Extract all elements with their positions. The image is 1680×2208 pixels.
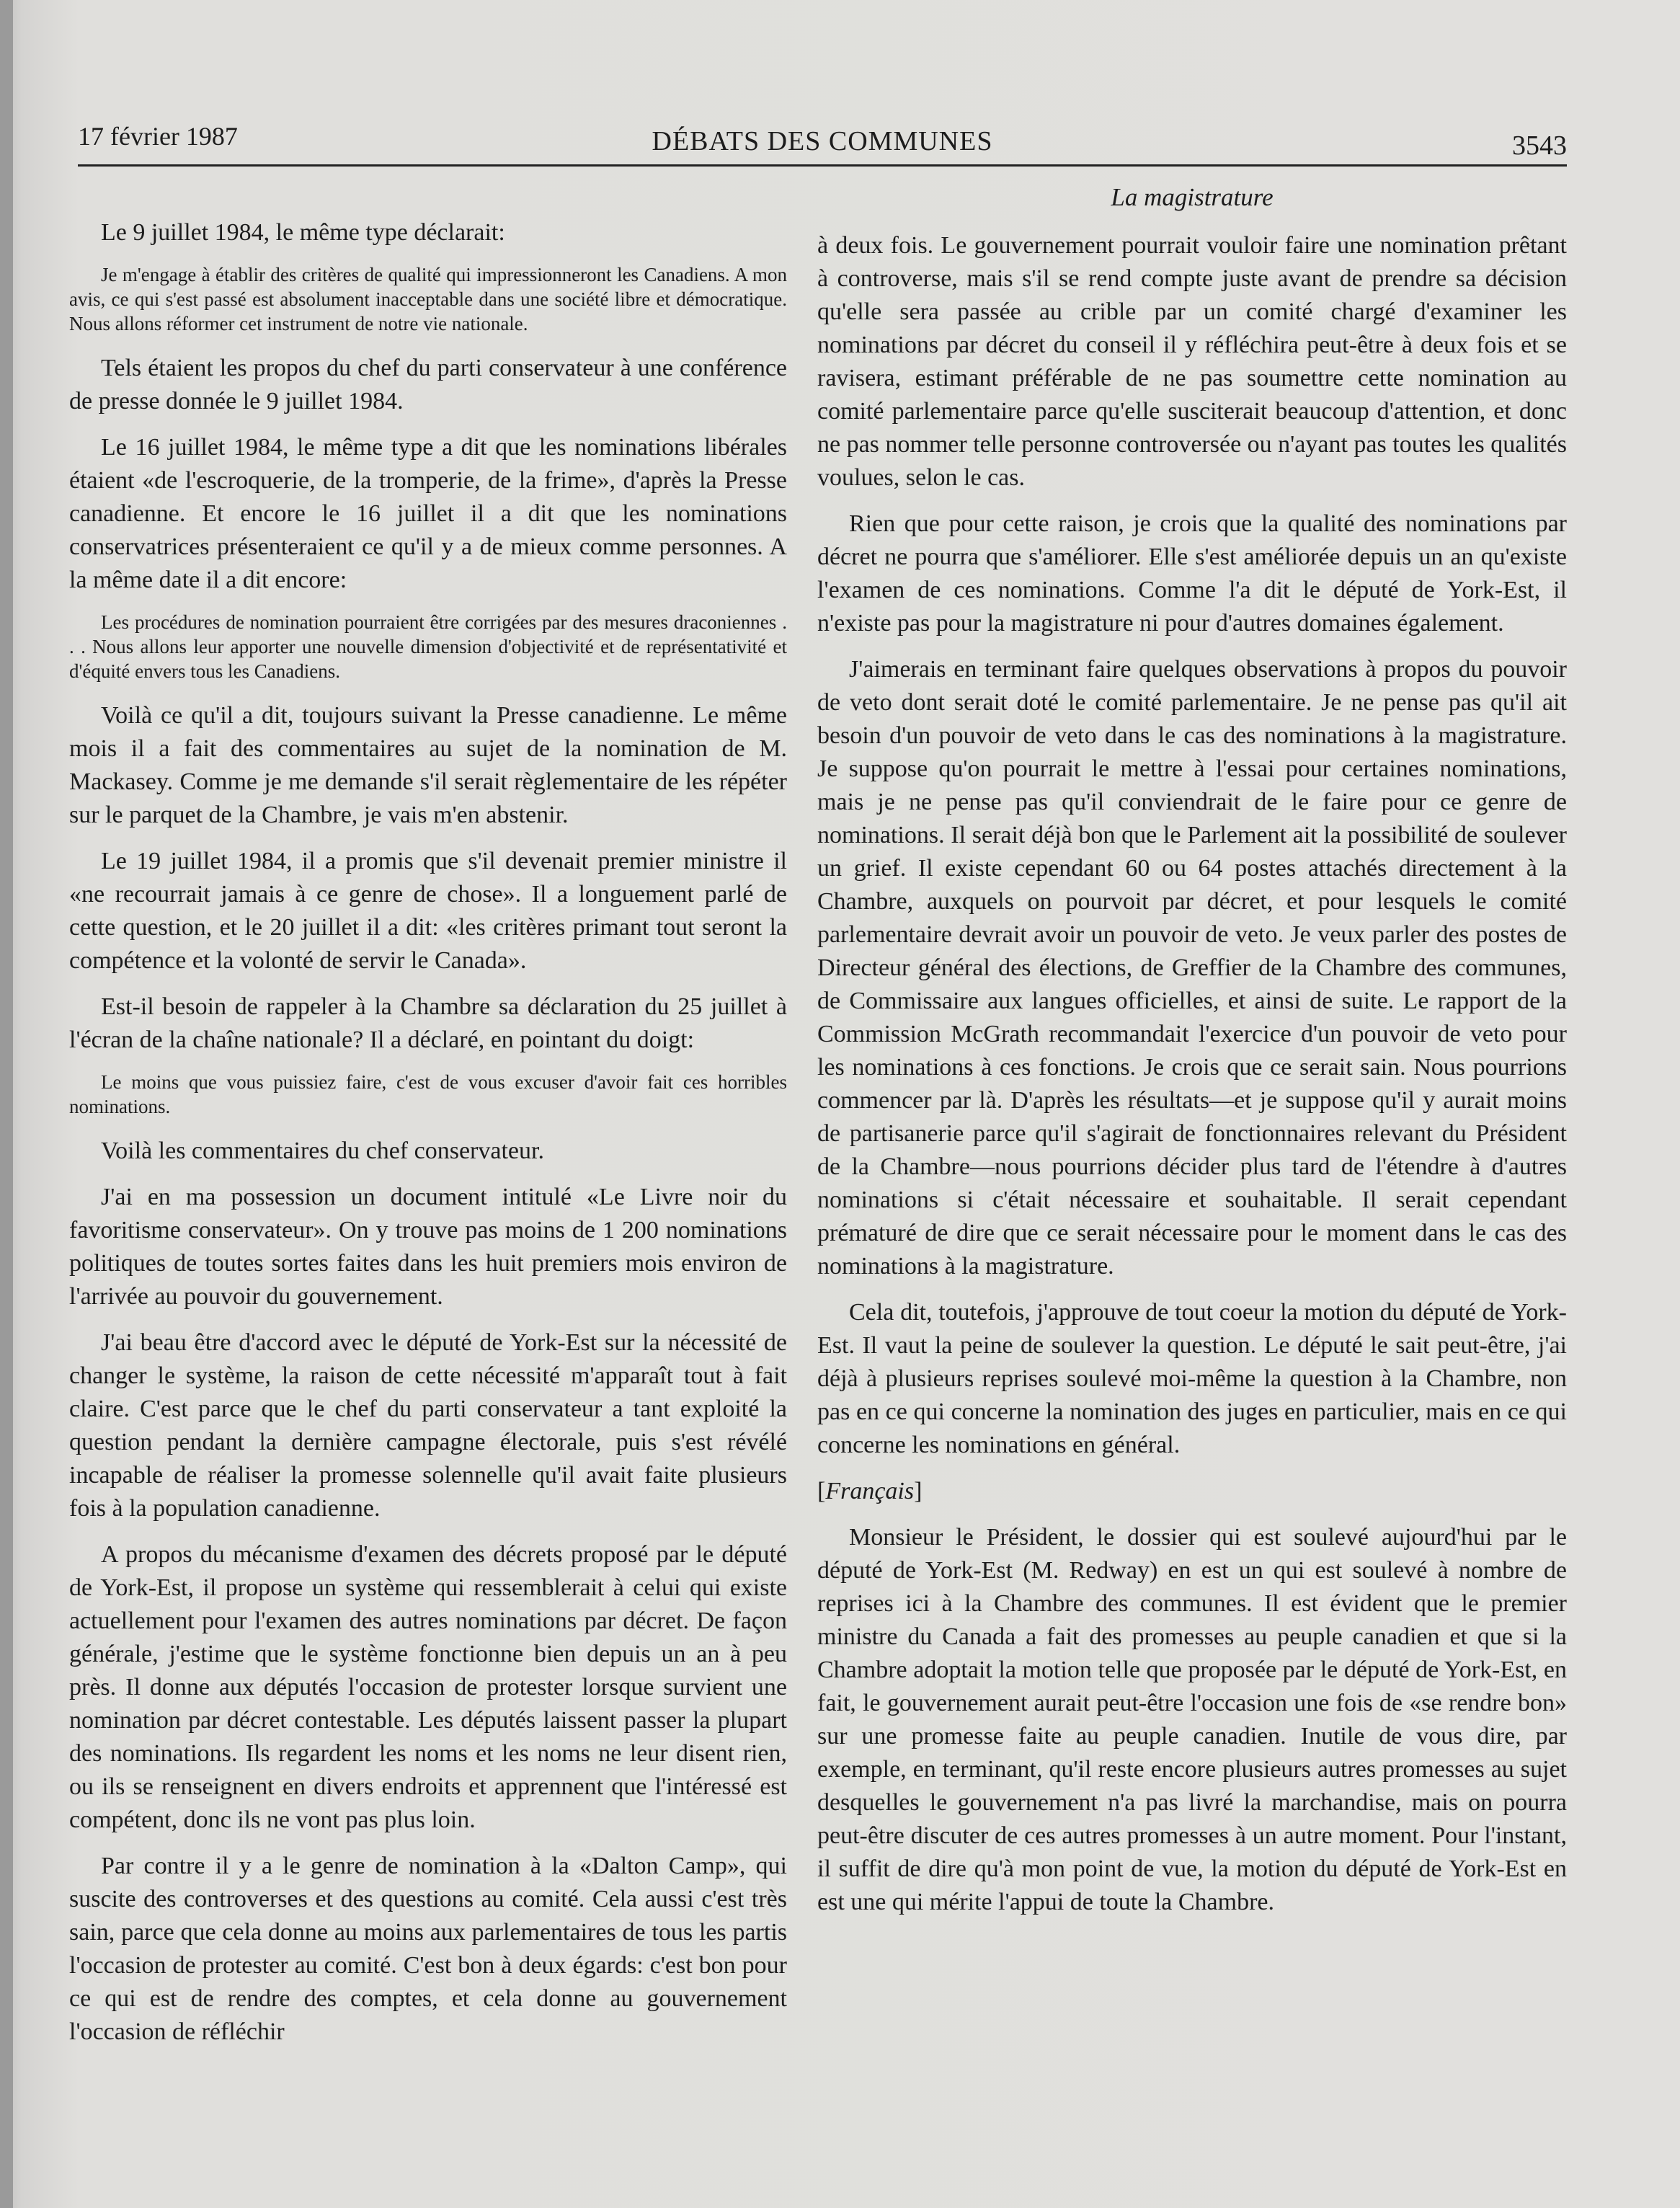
left-column	[69, 216, 787, 2062]
paragraph: J'ai en ma possession un document intitulé «Le Livre noir du favoritisme conservateur». On y trouve pas moins de 1 200 nominations politiques de toutes sortes faites dans les huit premiers mois environ de l'arrivée au pouvoir du gouvernement.	[69, 1184, 787, 1310]
language-tag-text: Français	[825, 1478, 915, 1504]
right-column	[817, 229, 1567, 1932]
page-binding-edge	[0, 0, 13, 2208]
paragraph: J'ai beau être d'accord avec le député de York-Est sur la nécessité de changer le système, la raison de cette nécessité m'apparaît tout à fait claire. C'est parce que le chef du parti conservateur a tant exploité la question pendant la dernière campagne électorale, puis s'est révélé incapable de réaliser la promesse solennelle qu'il avait faite plusieurs fois à la population canadienne.	[69, 1329, 787, 1522]
paragraph: Le 19 juillet 1984, il a promis que s'il devenait premier ministre il «ne recourrait jamais à ce genre de chose». Il a longuement parlé de cette question, et le 20 juillet il a dit: «les critères primant tout seront la compétence et la volonté de servir le Canada».	[69, 848, 787, 974]
paragraph: Par contre il y a le genre de nomination à la «Dalton Camp», qui suscite des controverses et des questions au comité. Cela aussi c'est très sain, parce que cela donne au moins aux parlementaires de tous les partis l'occasion de protester au comité. C'est bon à deux égards: c'est bon pour ce qui est de rendre des comptes, et cela donne au gouvernement l'occasion de réfléchir	[69, 1853, 787, 2045]
paragraph: Voilà ce qu'il a dit, toujours suivant la Presse canadienne. Le même mois il a fait des commentaires au sujet de la nomination de M. Mackasey. Comme je me demande s'il serait règlementaire de les répéter sur le parquet de la Chambre, je vais m'en abstenir.	[69, 702, 787, 828]
paragraph-continued: à deux fois. Le gouvernement pourrait vouloir faire une nomination prêtant à controverse, mais s'il se rend compte juste avant de prendre sa décision qu'elle sera passée au crible par un comité chargé d'examiner les nominations par décret du conseil il y réfléchira peut-être à deux fois et se ravisera, estimant préférable de ne pas soumettre cette nomination au comité parlementaire parce qu'elle susciterait beaucoup d'attention, et donc ne pas nommer telle personne controversée ou n'ayant pas toutes les qualités voulues, selon le cas.	[817, 232, 1567, 491]
paragraph: A propos du mécanisme d'examen des décrets proposé par le député de York-Est, il propose un système qui ressemblerait à celui qui existe actuellement pour l'examen des autres nominations par décret. De façon générale, j'estime que le système fonctionne bien depuis un an à peu près. Il donne aux députés l'occasion de protester lorsque survient une nomination par décret contestable. Les députés laissent passer la plupart des nominations. Ils regardent les noms et les noms ne leur disent rien, ou ils se renseignent en divers endroits et apprennent que l'intéressé est compétent, donc ils ne vont pas plus loin.	[69, 1541, 787, 1833]
paragraph: Le 16 juillet 1984, le même type a dit que les nominations libérales étaient «de l'escroquerie, de la tromperie, de la frime», d'après la Presse canadienne. Et encore le 16 juillet il a dit que les nominations conservatrices présenteraient ce qu'il y a de mieux comme personnes. A la même date il a dit encore:	[69, 434, 787, 593]
paragraph: Monsieur le Président, le dossier qui est soulevé aujourd'hui par le député de York-Est (M. Redway) en est un qui est soulevé à nombre de reprises ici à la Chambre des communes. Il est évident que le premier ministre du Canada a fait des promesses au peuple canadien et que si la Chambre adoptait la motion telle que proposée par le député de York-Est, en fait, le gouvernement aurait peut-être l'occasion une fois de «se rendre bon» sur une promesse faite au peuple canadien. Inutile de vous dire, par exemple, en terminant, qu'il reste encore plusieurs autres promesses au sujet desquelles le gouvernement n'a pas livré la marchandise, mais on pourra peut-être discuter de ces autres promesses à un autre moment. Pour l'instant, il suffit de dire qu'à mon point de vue, la motion du député de York-Est en est une qui mérite l'appui de toute la Chambre.	[817, 1524, 1567, 1915]
block-quote: Le moins que vous puissiez faire, c'est de vous excuser d'avoir fait ces horribles nominations.	[69, 1071, 787, 1117]
language-tag: [Français]	[817, 1478, 923, 1504]
paragraph: Tels étaient les propos du chef du parti conservateur à une conférence de presse donnée le 9 juillet 1984.	[69, 355, 787, 414]
paragraph: Est-il besoin de rappeler à la Chambre sa déclaration du 25 juillet à l'écran de la chaîne nationale? Il a déclaré, en pointant du doigt:	[69, 993, 787, 1053]
header-date: 17 février 1987	[78, 122, 238, 151]
section-title: La magistrature	[1111, 183, 1274, 211]
block-quote: Les procédures de nomination pourraient être corrigées par des mesures draconiennes . . . Nous allons leur apporter une nouvelle dimension d'objectivité et de représentativité et d'équité envers tous les Canadiens.	[69, 611, 787, 682]
paragraph: Rien que pour cette raison, je crois que la qualité des nominations par décret ne pourra que s'améliorer. Elle s'est améliorée depuis un an qu'existe l'examen de ces nominations. Comme l'a dit le député de York-Est, il n'existe pas pour la magistrature ni pour d'autres domaines également.	[817, 510, 1567, 637]
paragraph: J'aimerais en terminant faire quelques observations à propos du pouvoir de veto dont serait doté le comité parlementaire. Je ne pense pas qu'il ait besoin d'un pouvoir de veto dans le cas des nominations à la magistrature. Je suppose qu'on pourrait le mettre à l'essai pour certaines nominations, mais je ne pense pas qu'il conviendrait de le faire pour ce genre de nominations. Il serait déjà bon que le Parlement ait la possibilité de soulever un grief. Il existe cependant 60 ou 64 postes attachés directement à la Chambre, auxquels on pourvoit par décret, et pour lesquels le comité parlementaire devrait avoir un pouvoir de veto. Je veux parler des postes de Directeur général des élections, de Greffier de la Chambre des communes, de Commissaire aux langues officielles, et ainsi de suite. Le rapport de la Commission McGrath recommandait l'exercice d'un pouvoir de veto pour les nominations à ces fonctions. Je crois que ce serait sain. Nous pourrions commencer par là. D'après les résultats—et je suppose qu'il y aurait moins de partisanerie parce qu'il s'agirait de fonctionnaires relevant du Président de la Chambre—nous pourrions décider plus tard de l'étendre à d'autres nominations si c'était nécessaire et souhaitable. Il serait cependant prématuré de dire que ce serait nécessaire pour le moment dans le cas des nominations à la magistrature.	[817, 656, 1567, 1280]
block-quote: Je m'engage à établir des critères de qualité qui impressionneront les Canadiens. A mon avis, ce qui s'est passé est absolument inacceptable dans une société libre et démocratique. Nous allons réformer cet instrument de notre vie nationale.	[69, 264, 787, 334]
paragraph: Le 9 juillet 1984, le même type déclarait:	[101, 219, 505, 246]
paragraph: Voilà les commentaires du chef conservateur.	[101, 1138, 544, 1164]
header-title: DÉBATS DES COMMUNES	[652, 126, 993, 156]
paragraph: Cela dit, toutefois, j'approuve de tout coeur la motion du député de York-Est. Il vaut la peine de soulever la question. Le député le sait peut-être, j'ai déjà à plusieurs reprises soulevé moi-même la question à la Chambre, non pas en ce qui concerne la nomination des juges en particulier, mais en ce qui concerne les nominations en général.	[817, 1299, 1567, 1458]
running-header	[78, 121, 1567, 167]
page-number: 3543	[1512, 130, 1567, 161]
